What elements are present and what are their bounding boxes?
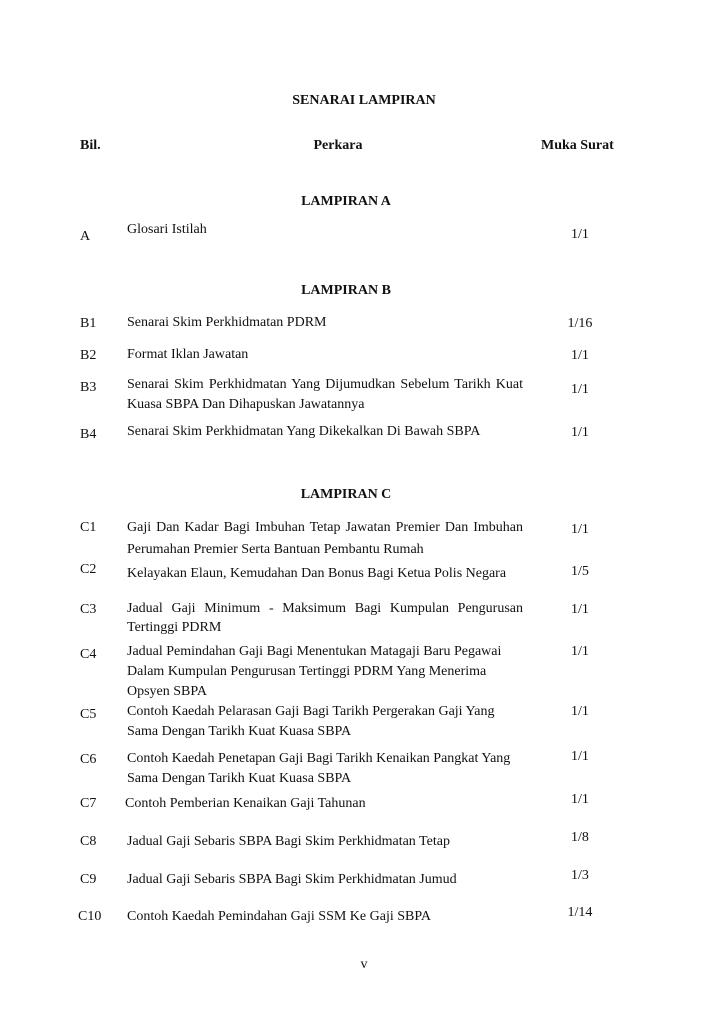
item-description: Senarai Skim Perkhidmatan Yang Dikekalkan Di Bawah SBPA [127, 424, 481, 439]
item-code: C5 [80, 707, 97, 722]
page-title: SENARAI LAMPIRAN [292, 93, 436, 108]
item-code: C2 [80, 562, 97, 577]
item-description: Glosari Istilah [127, 222, 207, 237]
item-page: 1/5 [571, 564, 589, 579]
item-code: C3 [80, 602, 97, 617]
item-code: B1 [80, 316, 97, 331]
item-description: Jadual Pemindahan Gaji Bagi Menentukan Matagaji Baru Pegawai Dalam Kumpulan Pengurusan Tertinggi PDRM Yang Menerima Opsyen SBPA [127, 644, 502, 699]
item-description: Format Iklan Jawatan [127, 347, 249, 362]
item-page: 1/1 [571, 348, 589, 363]
item-description: Senarai Skim Perkhidmatan Yang Dijumudkan Sebelum Tarikh Kuat Kuasa SBPA Dan Dihapuskan Jawatannya [127, 377, 523, 412]
list-item [0, 377, 728, 412]
item-description: Gaji Dan Kadar Bagi Imbuhan Tetap Jawatan Premier Dan Imbuhan Perumahan Premier Serta Bantuan Pembantu Rumah [127, 520, 523, 557]
section-title-lampiran-b: LAMPIRAN B [301, 283, 391, 298]
item-page: 1/14 [567, 905, 593, 920]
item-page: 1/1 [571, 522, 589, 537]
section-title-lampiran-c: LAMPIRAN C [300, 487, 392, 502]
item-page: 1/1 [571, 382, 589, 397]
item-page: 1/1 [571, 227, 589, 242]
item-code: B2 [80, 348, 97, 363]
list-item [0, 561, 728, 581]
list-item [0, 519, 728, 557]
header-bil: Bil. [80, 138, 101, 153]
item-page: 1/16 [567, 316, 593, 331]
item-page: 1/1 [571, 644, 589, 659]
item-description: Jadual Gaji Sebaris SBPA Bagi Skim Perkhidmatan Jumud [127, 872, 457, 887]
list-item [0, 601, 728, 635]
item-page: 1/1 [571, 749, 589, 764]
list-item [0, 222, 728, 244]
item-code: C9 [80, 872, 97, 887]
header-perkara: Perkara [313, 138, 363, 153]
item-description: Kelayakan Elaun, Kemudahan Dan Bonus Bagi Ketua Polis Negara [127, 566, 507, 581]
item-page: 1/1 [571, 792, 589, 807]
list-item [0, 424, 728, 442]
item-code: C10 [78, 909, 102, 924]
list-item [0, 868, 728, 887]
item-code: A [80, 229, 91, 244]
list-item [0, 347, 728, 363]
section-title-lampiran-a: LAMPIRAN A [301, 194, 391, 209]
item-page: 1/3 [571, 868, 589, 883]
page-number: v [360, 957, 368, 972]
item-code: C4 [80, 647, 97, 662]
item-page: 1/8 [571, 830, 589, 845]
list-item [0, 830, 728, 849]
item-code: B3 [80, 380, 97, 395]
item-description: Contoh Kaedah Pemindahan Gaji SSM Ke Gaji SBPA [127, 909, 431, 924]
item-description: Contoh Pemberian Kenaikan Gaji Tahunan [125, 796, 366, 811]
item-page: 1/1 [571, 602, 589, 617]
item-code: C6 [80, 752, 97, 767]
item-page: 1/1 [571, 425, 589, 440]
item-code: C1 [80, 520, 97, 535]
list-item [0, 749, 728, 786]
item-code: B4 [80, 427, 97, 442]
item-description: Contoh Kaedah Penetapan Gaji Bagi Tarikh Kenaikan Pangkat Yang Sama Dengan Tarikh Kuat Kuasa SBPA [127, 751, 511, 786]
item-description: Jadual Gaji Minimum - Maksimum Bagi Kumpulan Pengurusan Tertinggi PDRM [127, 601, 523, 635]
item-code: C8 [80, 834, 97, 849]
item-page: 1/1 [571, 704, 589, 719]
item-description: Contoh Kaedah Pelarasan Gaji Bagi Tarikh Pergerakan Gaji Yang Sama Dengan Tarikh Kuat Kuasa SBPA [127, 704, 495, 739]
list-item [0, 315, 728, 331]
header-muka-surat: Muka Surat [541, 138, 614, 153]
list-item [0, 704, 728, 739]
item-description: Jadual Gaji Sebaris SBPA Bagi Skim Perkhidmatan Tetap [127, 834, 450, 849]
list-item [0, 644, 728, 699]
list-item [0, 905, 728, 924]
item-code: C7 [80, 796, 97, 811]
list-item [0, 792, 728, 811]
item-description: Senarai Skim Perkhidmatan PDRM [127, 315, 327, 330]
